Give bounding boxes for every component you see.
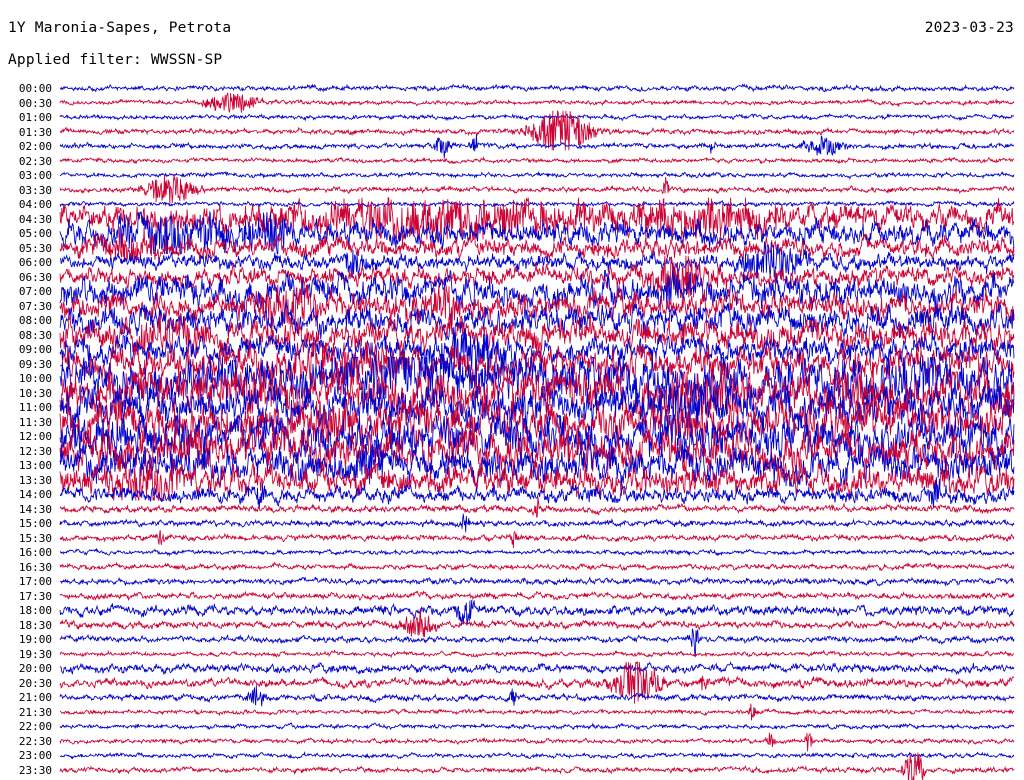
y-tick-00-00: 00:00: [18, 82, 52, 95]
trace-line: [60, 85, 1014, 92]
y-tick-13-00: 13:00: [18, 459, 52, 473]
y-tick-23-30: 23:30: [18, 764, 52, 777]
y-tick-20-00: 20:00: [18, 662, 52, 676]
y-tick-09-00: 09:00: [18, 343, 52, 357]
page-title: 1Y Maronia-Sapes, Petrota: [8, 20, 232, 36]
trace-line: [60, 530, 1014, 548]
trace-line: [60, 600, 1014, 626]
trace-line: [60, 629, 1014, 656]
applied-filter-label: Applied filter: WWSSN-SP: [8, 52, 223, 68]
trace-line: [60, 577, 1014, 586]
y-tick-12-30: 12:30: [18, 444, 52, 458]
y-tick-06-30: 06:30: [18, 270, 52, 284]
y-tick-05-00: 05:00: [18, 227, 52, 241]
trace-line: [60, 686, 1014, 707]
y-tick-07-30: 07:30: [18, 299, 52, 313]
trace-line: [60, 753, 1014, 780]
trace-line: [60, 723, 1014, 730]
y-tick-16-00: 16:00: [18, 546, 52, 560]
trace-line: [60, 549, 1014, 555]
y-tick-23-00: 23:00: [18, 749, 52, 763]
y-tick-07-00: 07:00: [18, 285, 52, 299]
y-tick-14-00: 14:00: [18, 488, 52, 502]
trace-line: [60, 172, 1014, 179]
trace-line: [60, 563, 1014, 571]
y-tick-03-00: 03:00: [18, 169, 52, 183]
trace-line: [60, 752, 1014, 758]
y-tick-19-00: 19:00: [18, 633, 52, 647]
y-tick-11-30: 11:30: [18, 415, 52, 429]
y-tick-00-30: 00:30: [18, 96, 52, 110]
y-tick-21-00: 21:00: [18, 691, 52, 705]
trace-line: [60, 651, 1014, 658]
trace-line: [60, 704, 1014, 721]
y-tick-18-00: 18:00: [18, 604, 52, 618]
trace-line: [60, 158, 1014, 164]
y-tick-16-30: 16:30: [18, 560, 52, 574]
y-tick-03-30: 03:30: [18, 183, 52, 197]
y-tick-10-00: 10:00: [18, 372, 52, 386]
y-tick-13-30: 13:30: [18, 473, 52, 487]
y-tick-18-30: 18:30: [18, 618, 52, 632]
y-tick-01-30: 01:30: [18, 125, 52, 139]
y-tick-19-30: 19:30: [18, 647, 52, 661]
y-tick-08-30: 08:30: [18, 328, 52, 342]
y-tick-06-00: 06:00: [18, 256, 52, 270]
y-tick-04-30: 04:30: [18, 212, 52, 226]
y-tick-15-00: 15:00: [18, 517, 52, 531]
trace-line: [60, 662, 1014, 674]
trace-line: [60, 592, 1014, 601]
y-tick-02-30: 02:30: [18, 154, 52, 168]
y-tick-05-30: 05:30: [18, 241, 52, 255]
record-date: 2023-03-23: [924, 20, 1014, 36]
trace-line: [60, 497, 1014, 518]
trace-line: [60, 114, 1014, 120]
y-tick-01-00: 01:00: [18, 111, 52, 125]
trace-line: [60, 479, 1014, 510]
y-tick-09-30: 09:30: [18, 357, 52, 371]
y-tick-12-00: 12:00: [18, 430, 52, 444]
y-tick-14-30: 14:30: [18, 502, 52, 516]
trace-line: [60, 201, 1014, 207]
y-tick-21-30: 21:30: [18, 705, 52, 719]
trace-line: [60, 174, 1014, 204]
y-tick-11-00: 11:00: [18, 401, 52, 415]
y-tick-17-30: 17:30: [18, 589, 52, 603]
y-tick-22-00: 22:00: [18, 720, 52, 734]
y-tick-04-00: 04:00: [18, 198, 52, 212]
trace-line: [60, 733, 1014, 752]
trace-line: [60, 93, 1014, 113]
y-tick-22-30: 22:30: [18, 734, 52, 748]
y-tick-08-00: 08:00: [18, 314, 52, 328]
y-tick-17-00: 17:00: [18, 575, 52, 589]
y-tick-10-30: 10:30: [18, 386, 52, 400]
y-tick-02-00: 02:00: [18, 140, 52, 154]
y-tick-20-30: 20:30: [18, 676, 52, 690]
y-tick-15-30: 15:30: [18, 531, 52, 545]
